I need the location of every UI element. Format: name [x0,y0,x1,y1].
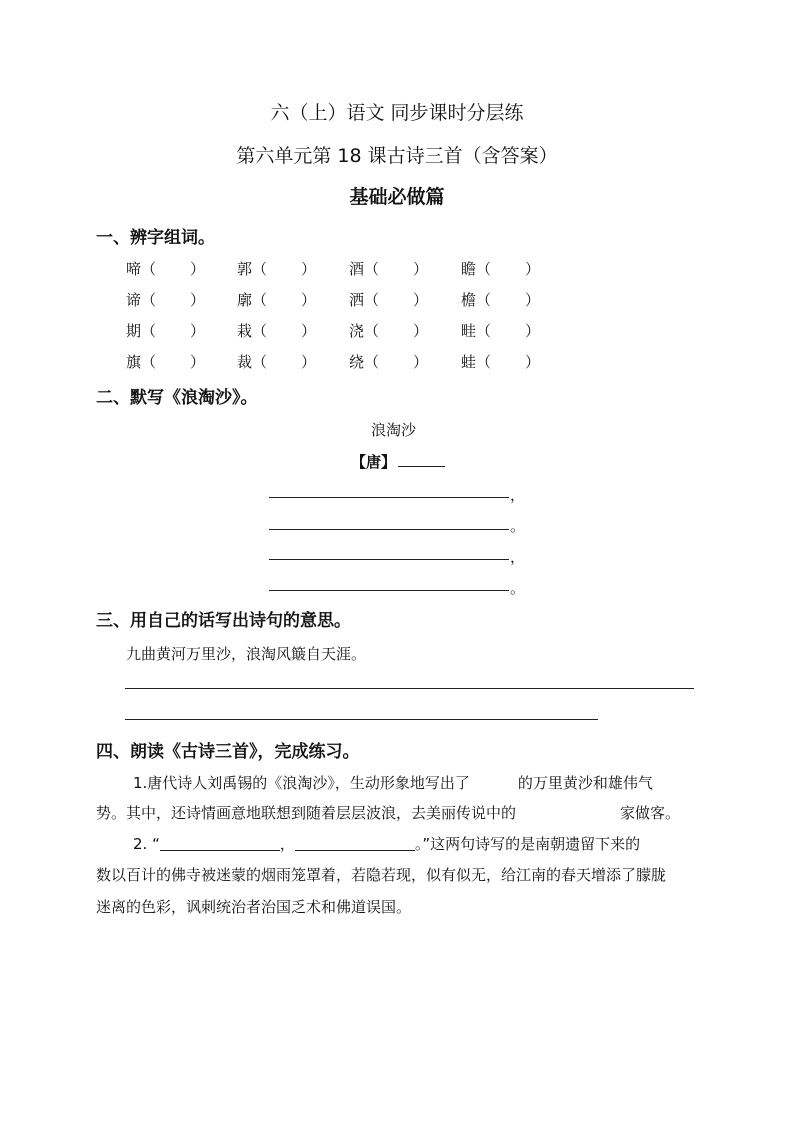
paren-open: （ [252,322,268,340]
q1-line1 [133,772,653,793]
char-label: 裁 [237,353,253,371]
section4-heading: 四、朗读《古诗三首》，完成练习。 [96,742,360,762]
char-item [126,351,205,372]
q2-line1 [133,833,640,854]
char-label: 郭 [237,260,253,278]
section2-heading: 二、默写《浪淘沙》。 [96,388,258,408]
poem-title: 浪淘沙 [371,421,417,439]
paren-open: （ [364,260,380,278]
paren-close: ） [413,260,429,278]
q2-blank-2[interactable] [295,836,415,851]
char-item [237,351,316,372]
paren-close: ） [413,322,429,340]
char-item [461,320,540,341]
paren-close: ） [190,291,206,309]
verse-text: 九曲黄河万里沙，浪淘风簸自天涯。 [126,645,367,663]
char-item [349,351,428,372]
char-item [349,320,428,341]
char-item [126,289,205,310]
paren-open: （ [141,260,157,278]
char-item [237,289,316,310]
q1-text-c: 势。其中，还诗情画意地联想到随着层层波浪，去美丽传说中的 [96,804,517,822]
poem-punct-2: 。 [510,517,526,535]
char-label: 栽 [237,322,253,340]
author-blank[interactable] [398,466,445,467]
poem-blank-4[interactable] [269,590,509,591]
poem-blank-1[interactable] [269,497,509,498]
char-item [126,258,205,279]
q1-text-b: 的万里黄沙和雄伟气 [517,774,653,792]
char-item [461,289,540,310]
paren-open: （ [252,260,268,278]
char-item [237,258,316,279]
answer-line-1[interactable] [125,688,694,689]
q2-prefix: 2. “ [133,835,160,853]
char-item [349,289,428,310]
paren-close: ） [301,291,317,309]
poem-punct-3: ， [510,548,526,566]
char-item [237,320,316,341]
char-item [126,320,205,341]
paren-open: （ [364,322,380,340]
char-label: 啼 [126,260,142,278]
page-title: 六（上）语文 同步课时分层练 [270,102,524,124]
paren-close: ） [190,260,206,278]
paren-open: （ [476,353,492,371]
paren-close: ） [190,353,206,371]
q2-blank-1[interactable] [160,836,280,851]
char-label: 旗 [126,353,142,371]
page-subtitle: 第六单元第 18 课古诗三首（含答案） [236,145,558,167]
char-label: 檐 [461,291,477,309]
paren-open: （ [252,291,268,309]
paren-open: （ [476,291,492,309]
poem-blank-3[interactable] [269,559,509,560]
paren-open: （ [141,291,157,309]
q2-after: 。”这两句诗写的是南朝遗留下来的 [414,835,641,853]
q1-line2 [96,802,680,823]
poem-punct-1: ， [510,486,526,504]
q1-text-a: 1.唐代诗人刘禹锡的《浪淘沙》，生动形象地写出了 [133,774,470,792]
char-label: 浇 [349,322,365,340]
char-label: 谛 [126,291,142,309]
char-item [461,351,540,372]
char-label: 洒 [349,291,365,309]
section1-heading: 一、辨字组词。 [96,228,215,248]
char-label: 绕 [349,353,365,371]
paren-close: ） [413,291,429,309]
char-label: 蛙 [461,353,477,371]
paren-close: ） [301,260,317,278]
section3-heading: 三、用自己的话写出诗句的意思。 [96,611,351,631]
char-label: 廓 [237,291,253,309]
paren-close: ） [190,322,206,340]
paren-open: （ [252,353,268,371]
char-item [349,258,428,279]
author-label: 【唐】 [351,453,397,471]
q2-comma: ， [279,835,295,853]
answer-line-2[interactable] [125,719,598,720]
paren-close: ） [525,322,541,340]
paren-close: ） [301,353,317,371]
char-item [461,258,540,279]
paren-close: ） [525,353,541,371]
paren-open: （ [364,353,380,371]
char-label: 期 [126,322,142,340]
paren-open: （ [364,291,380,309]
char-label: 瞻 [461,260,477,278]
char-label: 酒 [349,260,365,278]
poem-punct-4: 。 [510,579,526,597]
paren-close: ） [525,291,541,309]
paren-close: ） [301,322,317,340]
char-label: 畦 [461,322,477,340]
paren-open: （ [476,260,492,278]
paren-close: ） [525,260,541,278]
poem-blank-2[interactable] [269,529,509,530]
q2-line2: 数以百计的佛寺被迷蒙的烟雨笼罩着，若隐若现，似有似无，给江南的春天增添了朦胧 [96,866,667,884]
section-level-title: 基础必做篇 [349,186,445,208]
paren-open: （ [141,353,157,371]
paren-open: （ [476,322,492,340]
q1-text-d: 家做客。 [620,804,681,822]
paren-open: （ [141,322,157,340]
paren-close: ） [413,353,429,371]
q2-line3: 迷离的色彩，讽刺统治者治国乏术和佛道误国。 [96,898,412,916]
